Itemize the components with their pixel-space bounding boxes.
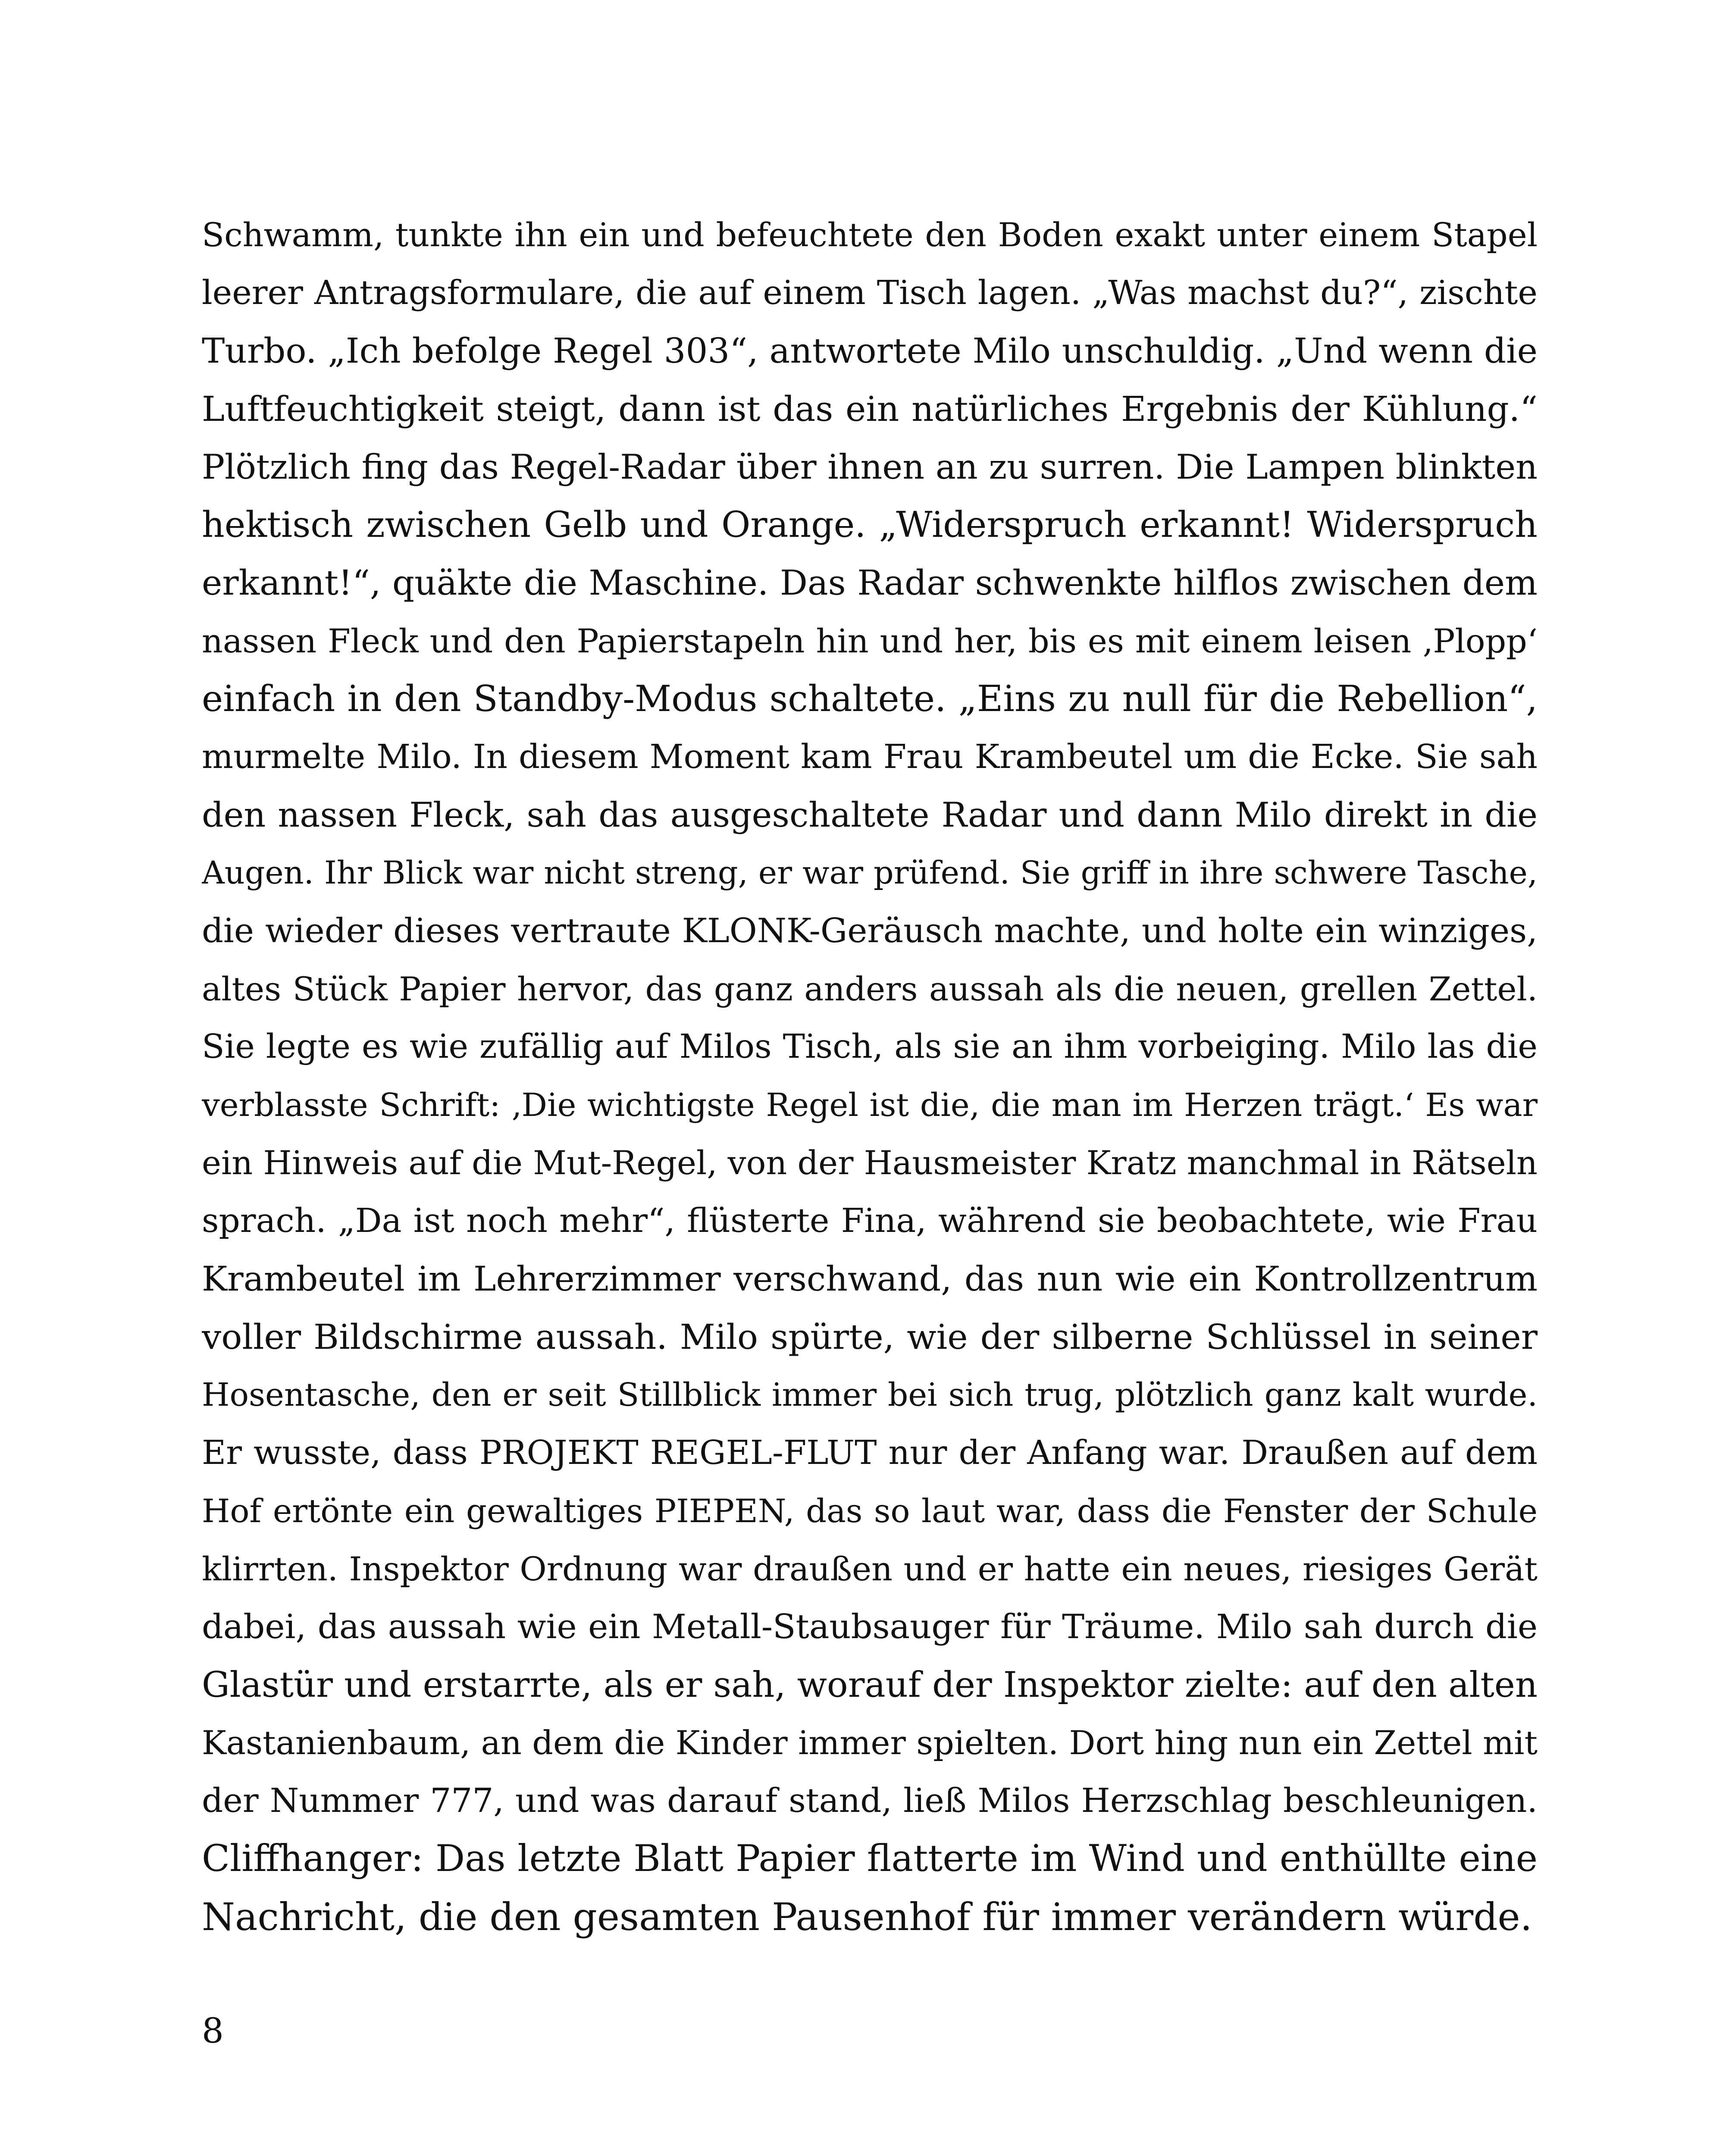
text-line: voller Bildschirme aussah. Milo spürte, wie der silberne Schlüssel in seiner [202, 1316, 1538, 1357]
text-line: sprach. „Da ist noch mehr“, flüsterte Fina, während sie beobachtete, wie Frau [202, 1201, 1538, 1240]
text-line: verblasste Schrift: ‚Die wichtigste Regel ist die, die man im Herzen trägt.‘ Es war [202, 1086, 1538, 1124]
text-line: Luftfeuchtigkeit steigt, dann ist das ein natürliches Ergebnis der Kühlung.“ [202, 389, 1538, 429]
text-line: Augen. Ihr Blick war nicht streng, er war prüfend. Sie griff in ihre schwere Tasche, [202, 854, 1538, 891]
text-line: murmelte Milo. In diesem Moment kam Frau Krambeutel um die Ecke. Sie sah [202, 737, 1538, 776]
text-line: Kastanienbaum, an dem die Kinder immer spielten. Dort hing nun ein Zettel mit [202, 1724, 1538, 1762]
text-line: Krambeutel im Lehrerzimmer verschwand, das nun wie ein Kontrollzentrum [202, 1259, 1538, 1299]
text-line-last: Nachricht, die den gesamten Pausenhof für immer verändern würde. [202, 1894, 1532, 1939]
text-line: ein Hinweis auf die Mut-Regel, von der Hausmeister Kratz manchmal in Rätseln [202, 1144, 1538, 1182]
page-number: 8 [202, 2011, 224, 2051]
text-line: Schwamm, tunkte ihn ein und befeuchtete den Boden exakt unter einem Stapel [202, 216, 1538, 254]
text-line: Hosentasche, den er seit Stillblick immer bei sich trug, plötzlich ganz kalt wurde. [202, 1376, 1538, 1413]
text-line: hektisch zwischen Gelb und Orange. „Widerspruch erkannt! Widerspruch [202, 504, 1538, 545]
text-line: den nassen Fleck, sah das ausgeschaltete Radar und dann Milo direkt in die [202, 795, 1538, 835]
text-line: Cliffhanger: Das letzte Blatt Papier flatterte im Wind und enthüllte eine [202, 1837, 1538, 1880]
text-line: Er wusste, dass PROJEKT REGEL-FLUT nur der Anfang war. Draußen auf dem [202, 1433, 1538, 1472]
text-line: Hof ertönte ein gewaltiges PIEPEN, das so laut war, dass die Fenster der Schule [202, 1492, 1538, 1530]
text-line: klirrten. Inspektor Ordnung war draußen und er hatte ein neues, riesiges Gerät [202, 1549, 1538, 1588]
text-line: Sie legte es wie zufällig auf Milos Tisch, als sie an ihm vorbeiging. Milo las die [202, 1028, 1538, 1066]
text-line: Plötzlich fing das Regel-Radar über ihnen an zu surren. Die Lampen blinkten [202, 447, 1538, 487]
body-text [202, 206, 1538, 1946]
text-line: die wieder dieses vertraute KLONK-Geräusch machte, und holte ein winziges, [202, 912, 1538, 950]
text-line: erkannt!“, quäkte die Maschine. Das Radar schwenkte hilflos zwischen dem [202, 563, 1538, 603]
text-line: leerer Antragsformulare, die auf einem Tisch lagen. „Was machst du?“, zischte [202, 273, 1538, 312]
text-line: Glastür und erstarrte, als er sah, worauf der Inspektor zielte: auf den alten [202, 1664, 1538, 1705]
text-line: Turbo. „Ich befolge Regel 303“, antwortete Milo unschuldig. „Und wenn die [202, 331, 1538, 371]
text-line: nassen Fleck und den Papierstapeln hin und her, bis es mit einem leisen ‚Plopp‘ [202, 621, 1538, 660]
text-line: der Nummer 777, und was darauf stand, ließ Milos Herzschlag beschleunigen. [202, 1781, 1538, 1820]
text-line: dabei, das aussah wie ein Metall-Staubsauger für Träume. Milo sah durch die [202, 1608, 1538, 1646]
text-line: altes Stück Papier hervor, das ganz anders aussah als die neuen, grellen Zettel. [202, 969, 1538, 1008]
text-line: einfach in den Standby-Modus schaltete. „Eins zu null für die Rebellion“, [202, 678, 1538, 720]
